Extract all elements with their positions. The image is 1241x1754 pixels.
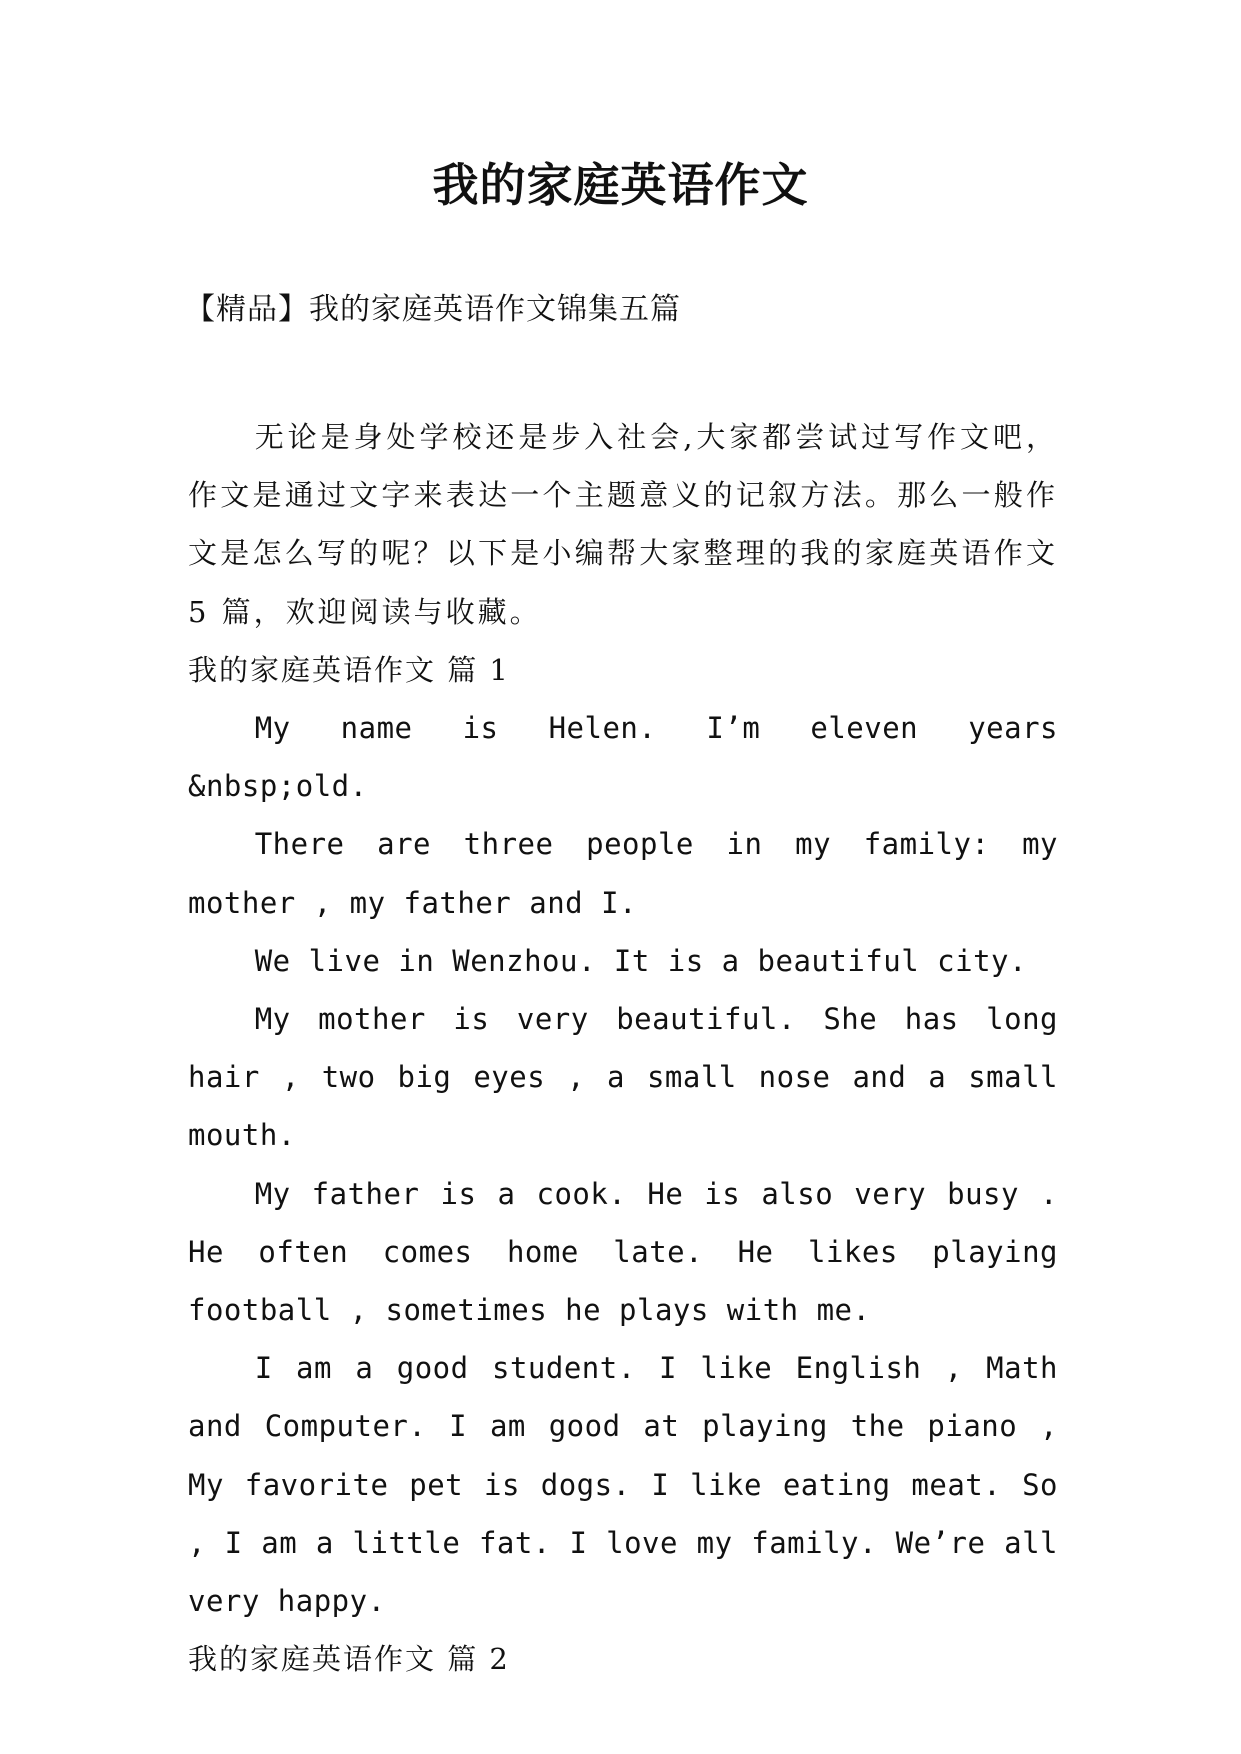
essay-paragraph: My father is a cook. He is also very busy . He often comes home late. He likes playing football , sometimes he plays with me.: [188, 1176, 1058, 1328]
essay-paragraph: We live in Wenzhou. It is a beautiful city.: [254, 943, 1027, 978]
document-body: [188, 408, 1058, 1688]
essay-paragraph: I am a good student. I like English , Math and Computer. I am good at playing the piano , My favorite pet is dogs. I like eating meat. So , I am a little fat. I love my family. We’re all very happy.: [188, 1351, 1058, 1619]
essay-paragraph: My mother is very beautiful. She has long hair , two big eyes , a small nose and a small mouth.: [188, 1002, 1058, 1153]
section-heading-1: 我的家庭英语作文 篇 1: [188, 652, 510, 687]
document-subtitle: 【精品】我的家庭英语作文锦集五篇: [185, 292, 681, 327]
essay-paragraph: My name is Helen. I’m eleven years &nbsp;old.: [188, 711, 1058, 804]
section-heading-2: 我的家庭英语作文 篇 2: [188, 1642, 510, 1677]
essay-paragraph: There are three people in my family: my mother , my father and I.: [188, 827, 1058, 920]
page-title: 我的家庭英语作文: [432, 158, 809, 212]
intro-paragraph: 无论是身处学校还是步入社会,大家都尝试过写作文吧，作文是通过文字来表达一个主题意义的记叙方法。那么一般作文是怎么写的呢？以下是小编帮大家整理的我的家庭英语作文 5 篇，欢迎阅读与收藏。: [188, 420, 1058, 629]
